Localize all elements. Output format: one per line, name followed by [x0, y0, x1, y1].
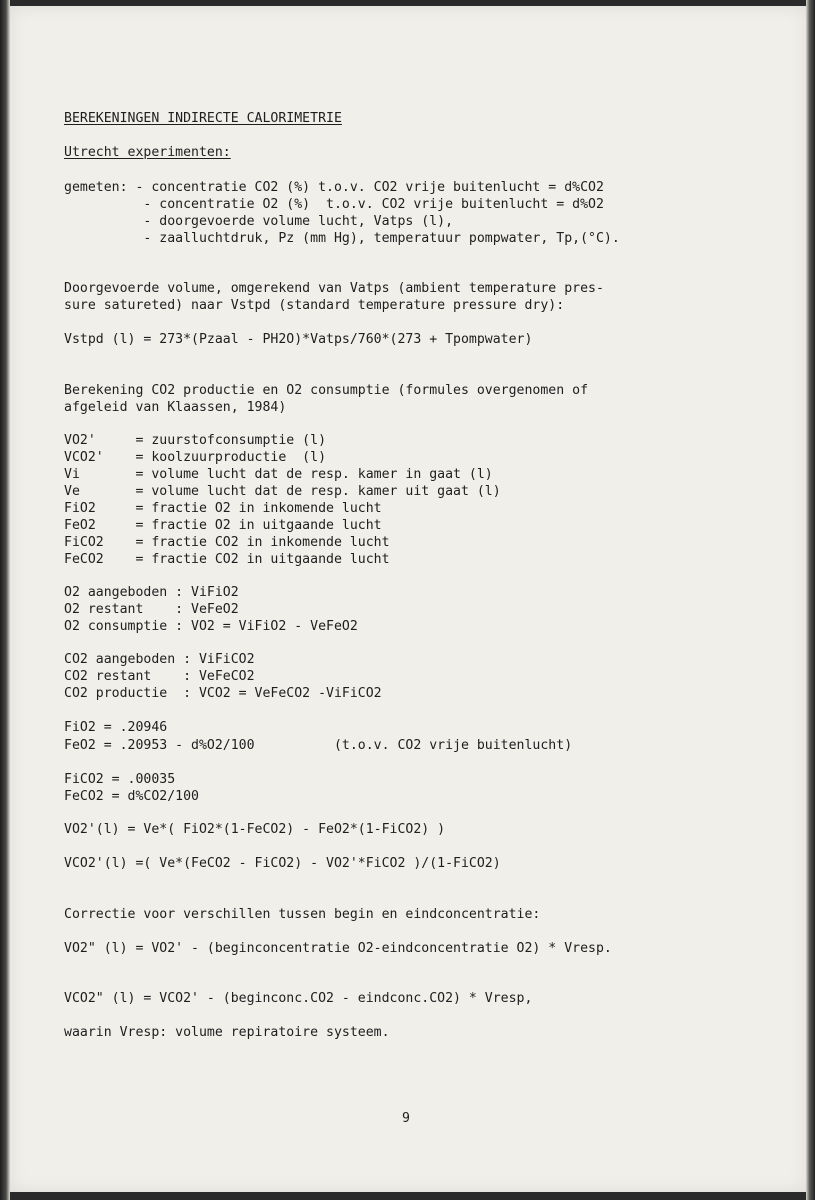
fraction-line: FeCO2 = d%CO2/100: [64, 789, 199, 804]
o2-line: O2 aangeboden : ViFiO2: [64, 585, 239, 600]
definition-line: Ve = volume lucht dat de resp. kamer uit gaat (l): [64, 484, 501, 499]
vo2-formula: VO2'(l) = Ve*( FiO2*(1-FeCO2) - FeO2*(1-FiCO2) ): [64, 822, 446, 837]
paragraph-line: sure satureted) naar Vstpd (standard temperature pressure dry):: [64, 298, 565, 313]
page-edge: [806, 0, 815, 1200]
definition-line: FeO2 = fractie O2 in uitgaande lucht: [64, 518, 382, 533]
section-subtitle: Utrecht experimenten:: [64, 145, 231, 160]
gemeten-line: - doorgevoerde volume lucht, Vatps (l),: [64, 214, 454, 229]
definition-line: VO2' = zuurstofconsumptie (l): [64, 433, 327, 448]
page-number: 9: [402, 1111, 410, 1126]
co2-line: CO2 productie : VCO2 = VeFeCO2 -ViFiCO2: [64, 686, 382, 701]
vstpd-formula: Vstpd (l) = 273*(Pzaal - PH2O)*Vatps/760*(273 + Tpompwater): [64, 332, 533, 347]
co2-line: CO2 restant : VeFeCO2: [64, 669, 255, 684]
fraction-line: FeO2 = .20953 - d%O2/100 (t.o.v. CO2 vrije buitenlucht): [64, 738, 573, 753]
gemeten-line: - zaalluchtdruk, Pz (mm Hg), temperatuur pompwater, Tp,(°C).: [64, 231, 620, 246]
vo2-correctie: VO2" (l) = VO2' - (beginconcentratie O2-eindconcentratie O2) * Vresp.: [64, 941, 612, 956]
definition-line: Vi = volume lucht dat de resp. kamer in gaat (l): [64, 467, 493, 482]
vco2-formula: VCO2'(l) =( Ve*(FeCO2 - FiCO2) - VO2'*FiCO2 )/(1-FiCO2): [64, 856, 501, 871]
paragraph-line: Doorgevoerde volume, omgerekend van Vatps (ambient temperature pres-: [64, 281, 604, 296]
fraction-line: FiO2 = .20946: [64, 720, 168, 735]
vco2-correctie: VCO2" (l) = VCO2' - (beginconc.CO2 - eindconc.CO2) * Vresp,: [64, 991, 533, 1006]
definition-line: VCO2' = koolzuurproductie (l): [64, 450, 327, 465]
o2-line: O2 restant : VeFeO2: [64, 602, 239, 617]
definition-line: FiO2 = fractie O2 in inkomende lucht: [64, 501, 382, 516]
co2-line: CO2 aangeboden : ViFiCO2: [64, 652, 255, 667]
gemeten-line: - concentratie O2 (%) t.o.v. CO2 vrije buitenlucht = d%O2: [64, 197, 604, 212]
page-title: BEREKENINGEN INDIRECTE CALORIMETRIE: [64, 111, 342, 126]
definition-line: FeCO2 = fractie CO2 in uitgaande lucht: [64, 552, 390, 567]
definition-line: FiCO2 = fractie CO2 in inkomende lucht: [64, 535, 390, 550]
paragraph-line: Berekening CO2 productie en O2 consumptie (formules overgenomen of: [64, 383, 589, 398]
waarin-line: waarin Vresp: volume repiratoire systeem.: [64, 1025, 390, 1040]
fraction-line: FiCO2 = .00035: [64, 772, 176, 787]
o2-line: O2 consumptie : VO2 = ViFiO2 - VeFeO2: [64, 619, 358, 634]
correctie-heading: Correctie voor verschillen tussen begin en eindconcentratie:: [64, 907, 541, 922]
paragraph-line: afgeleid van Klaassen, 1984): [64, 400, 287, 415]
gemeten-line: gemeten: - concentratie CO2 (%) t.o.v. CO2 vrije buitenlucht = d%CO2: [64, 180, 604, 195]
book-spine: [0, 0, 10, 1200]
